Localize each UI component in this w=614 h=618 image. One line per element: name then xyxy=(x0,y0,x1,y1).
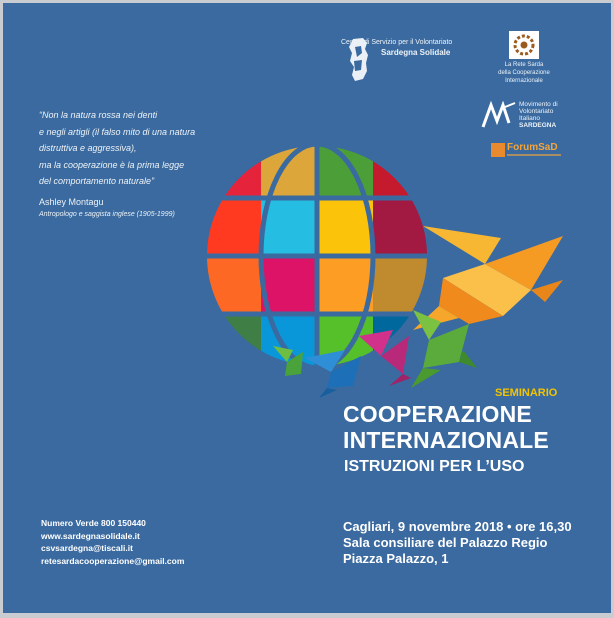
event-kicker: SEMINARIO xyxy=(495,387,558,399)
forumsad-square-icon xyxy=(491,143,505,157)
movi-logo-text xyxy=(519,101,558,129)
event-date-time: Cagliari, 9 novembre 2018 • ore 16,30 xyxy=(343,519,572,534)
blue-bird-icon xyxy=(305,350,361,398)
movi-logo-line2: Volontariato xyxy=(519,108,554,115)
forumsad-logo xyxy=(491,143,571,163)
quote-line-1: “Non la natura rossa nei denti xyxy=(39,110,158,120)
website-link[interactable]: www.sardegnasolidale.it xyxy=(41,530,140,541)
rete-logo-line3: Internazionale xyxy=(505,78,543,84)
event-title-line1: COOPERAZIONE xyxy=(343,401,532,427)
rete-logo-line1: La Rete Sarda xyxy=(504,62,544,68)
movi-emblem-icon xyxy=(481,101,517,131)
quote-author: Ashley Montagu xyxy=(39,197,104,207)
origami-birds-illustration xyxy=(263,218,583,398)
email-link-csv[interactable]: csvsardegna@tiscali.it xyxy=(41,543,133,553)
csv-logo-line1: Centro di Servizio per il Volontariato xyxy=(341,39,453,46)
quote-line-3: distruttiva e aggressiva), xyxy=(39,143,137,153)
quote-line-5: del comportamento naturale” xyxy=(39,176,155,186)
forumsad-name: ForumSaD xyxy=(507,142,558,153)
quote-line-4: ma la cooperazione è la prima legge xyxy=(39,159,185,170)
rete-logo-line2: della Cooperazione xyxy=(498,70,550,76)
rete-sarda-cooperazione-logo xyxy=(473,31,583,91)
movimento-volontariato-logo xyxy=(481,101,591,137)
quote-author-description: Antropologo e saggista inglese (1905-1999) xyxy=(39,211,175,218)
contact-block xyxy=(41,517,184,567)
magenta-bird-icon xyxy=(359,330,411,386)
quote-line-2: e negli artigli (il falso mito di una natura xyxy=(39,126,196,137)
event-venue: Sala consiliare del Palazzo Regio xyxy=(343,535,548,550)
globe-cell xyxy=(373,138,435,198)
movi-logo-line3: Italiano xyxy=(519,115,540,122)
csv-logo-line2: Sardegna Solidale xyxy=(381,48,451,57)
event-title-line2: INTERNAZIONALE xyxy=(343,427,549,453)
rete-sarda-emblem-icon xyxy=(509,31,539,59)
event-address: Piazza Palazzo, 1 xyxy=(343,551,449,566)
csv-sardegna-solidale-logo xyxy=(341,37,453,85)
email-link-rete[interactable]: retesardacooperazione@gmail.com xyxy=(41,555,185,566)
flyer-page xyxy=(3,3,611,613)
movi-logo-line1: Movimento di xyxy=(519,101,558,108)
globe-cell xyxy=(199,138,261,198)
event-details xyxy=(343,519,572,567)
large-yellow-bird-icon xyxy=(413,226,563,330)
globe-cell xyxy=(199,314,261,374)
phone-number: Numero Verde 800 150440 xyxy=(41,518,146,528)
forumsad-underline xyxy=(507,154,561,156)
movi-logo-region: SARDEGNA xyxy=(519,122,557,129)
small-green-bird-icon xyxy=(273,346,303,376)
event-subtitle: ISTRUZIONI PER L’USO xyxy=(344,458,525,475)
